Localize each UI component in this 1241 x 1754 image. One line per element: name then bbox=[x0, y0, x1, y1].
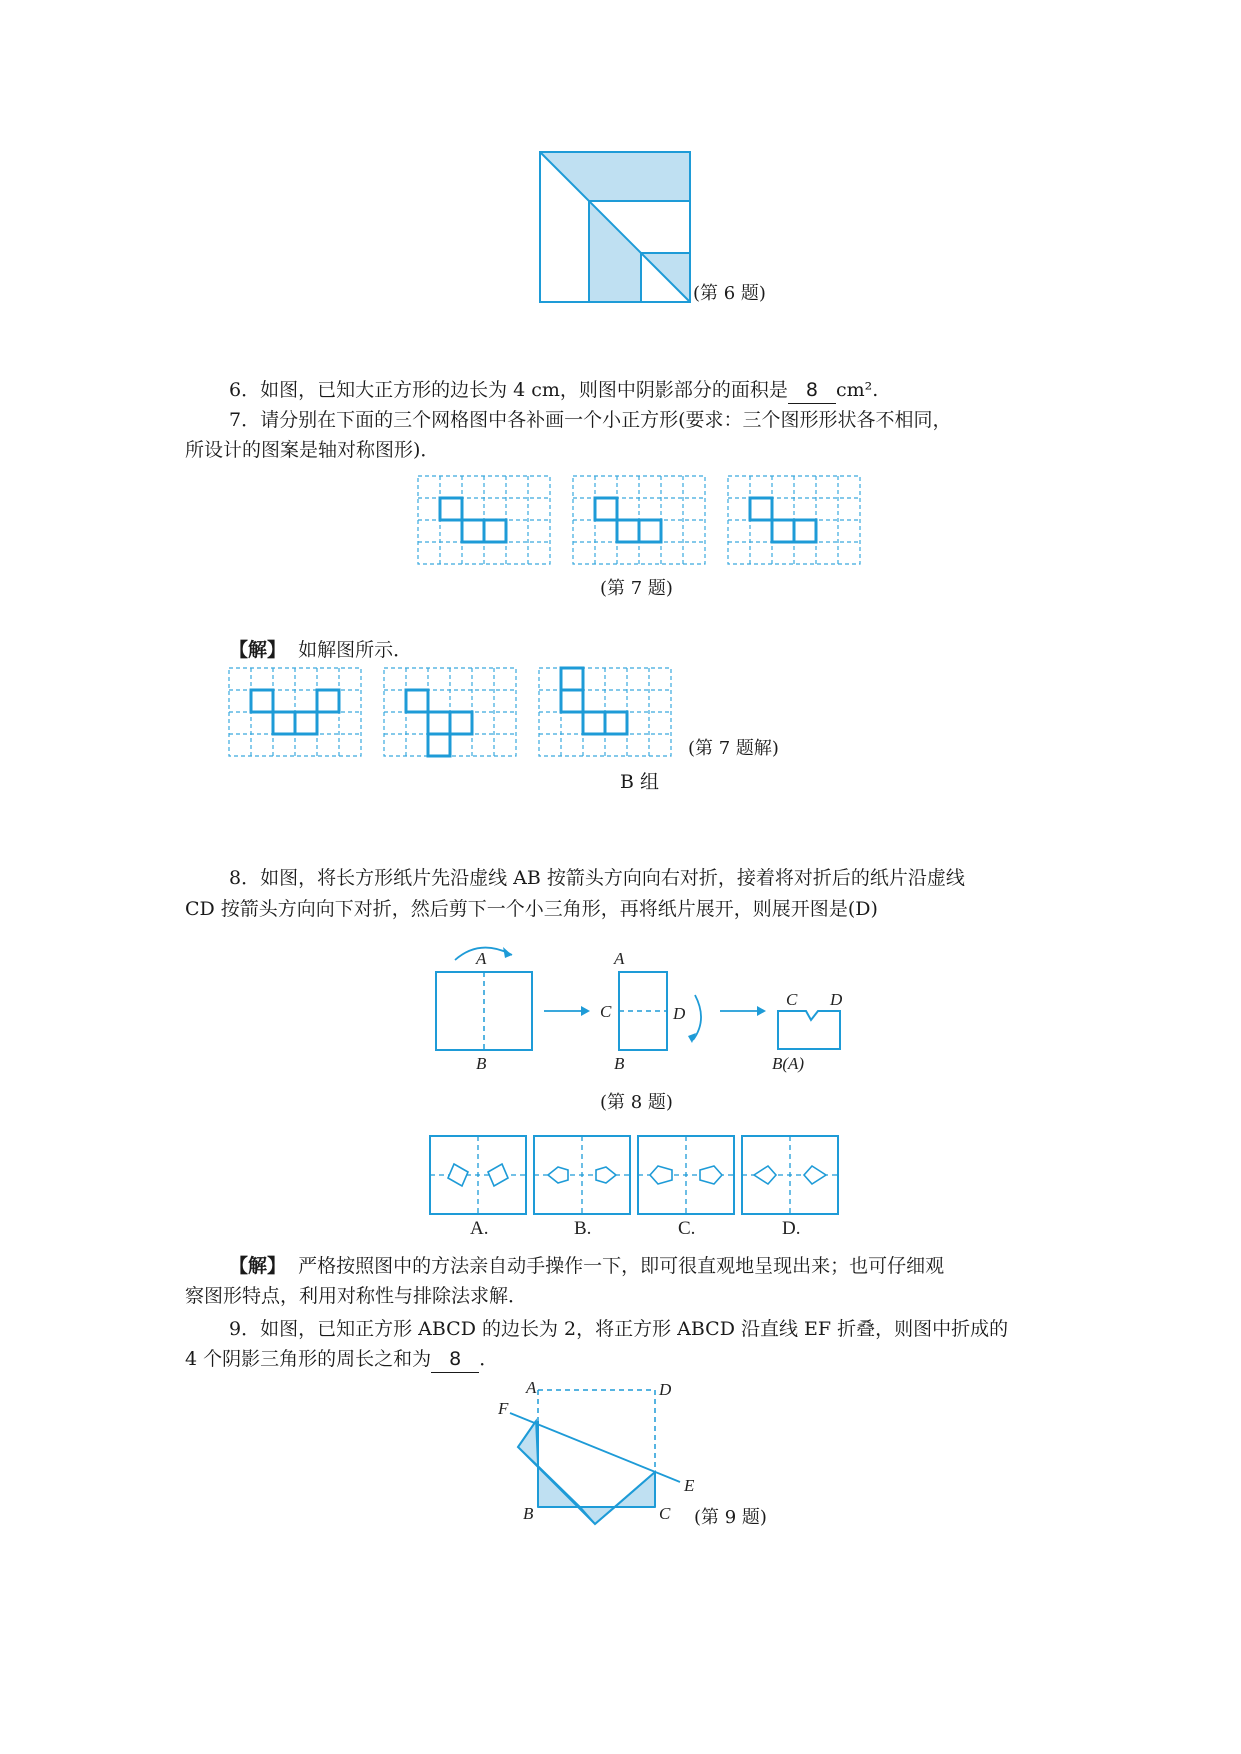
solution-8-text1: 严格按照图中的方法亲自动手操作一下，即可很直观地呈现出来；也可仔细观 bbox=[298, 1255, 945, 1277]
question-8-line1: 8．如图，将长方形纸片先沿虚线 AB 按箭头方向向右对折，接着将对折后的纸片沿虚线 bbox=[229, 867, 965, 889]
solution-7-text: 如解图所示． bbox=[298, 639, 413, 661]
fig8-label-b2: B bbox=[614, 1054, 625, 1073]
option-c-label: C. bbox=[678, 1218, 696, 1239]
solution-8-line2: 察图形特点，利用对称性与排除法求解． bbox=[185, 1285, 528, 1307]
fig8-label-b1: B bbox=[476, 1054, 487, 1073]
question-7-line1: 7．请分别在下面的三个网格图中各补画一个小正方形(要求：三个图形形状各不相同， bbox=[229, 409, 952, 431]
question-9-end: ． bbox=[479, 1348, 499, 1370]
fig9-label-a: A bbox=[526, 1378, 537, 1397]
fig8-label-d: D bbox=[673, 1004, 686, 1023]
solution-8-tag: 【解】 bbox=[229, 1255, 287, 1277]
fig9-label-f: F bbox=[498, 1399, 509, 1418]
question-6-unit: cm². bbox=[836, 379, 879, 401]
question-9-text: 4 个阴影三角形的周长之和为 bbox=[185, 1348, 432, 1370]
option-d-label: D. bbox=[782, 1218, 801, 1239]
fig8-label-a1: A bbox=[476, 949, 487, 968]
fig8-label-ba: B(A) bbox=[772, 1054, 805, 1073]
question-9-line1: 9．如图，已知正方形 ABCD 的边长为 2，将正方形 ABCD 沿直线 EF 折叠，则图中折成的 bbox=[229, 1318, 1009, 1340]
question-9-answer: 8 bbox=[431, 1346, 479, 1373]
figure-9-caption: (第 9 题) bbox=[694, 1507, 767, 1528]
fig8-label-c2: C bbox=[786, 990, 798, 1009]
figure-7-solution-caption: (第 7 题解) bbox=[688, 738, 779, 759]
option-b-label: B. bbox=[574, 1218, 592, 1239]
option-a-label: A. bbox=[470, 1218, 489, 1239]
fig9-label-c: C bbox=[659, 1504, 671, 1523]
question-6-text: 6．如图，已知大正方形的边长为 4 cm，则图中阴影部分的面积是 bbox=[229, 379, 788, 401]
figure-6-caption: (第 6 题) bbox=[693, 283, 766, 304]
question-8-line2: CD 按箭头方向向下对折，然后剪下一个小三角形，再将纸片展开，则展开图是(D) bbox=[185, 898, 878, 920]
fig9-label-d: D bbox=[659, 1380, 672, 1399]
question-7-line2: 所设计的图案是轴对称图形)． bbox=[185, 439, 440, 461]
fig8-label-a2: A bbox=[614, 949, 625, 968]
fig8-label-c: C bbox=[600, 1002, 612, 1021]
fig8-label-d2: D bbox=[830, 990, 843, 1009]
figure-7-caption: (第 7 题) bbox=[600, 578, 673, 599]
question-6-answer: 8 bbox=[788, 377, 836, 404]
figure-8-caption: (第 8 题) bbox=[600, 1092, 673, 1113]
group-heading: B 组 bbox=[620, 771, 660, 793]
fig9-label-e: E bbox=[684, 1476, 695, 1495]
solution-7-tag: 【解】 bbox=[229, 639, 287, 661]
fig9-label-b: B bbox=[523, 1504, 534, 1523]
